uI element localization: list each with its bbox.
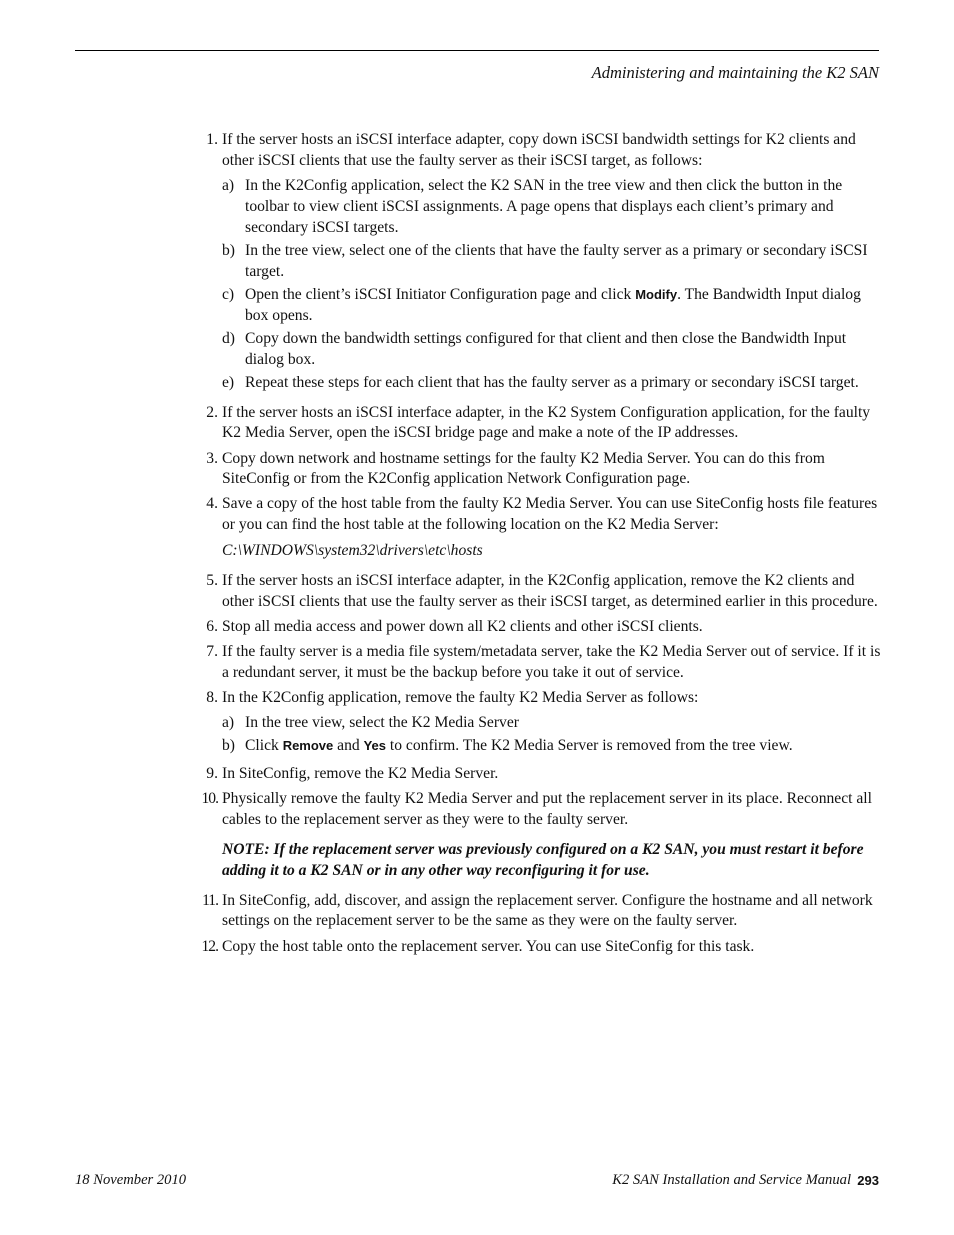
- substep-letter: a): [222, 714, 235, 732]
- step-number: 7.: [206, 643, 218, 661]
- substep-list: [222, 176, 882, 394]
- step-text: If the faulty server is a media file system/metadata server, take the K2 Media Server out of service. If it is a redundant server, it must be the backup before you take it out of service.: [222, 643, 881, 681]
- substep-text-after: to confirm. The K2 Media Server is removed from the tree view.: [386, 737, 793, 755]
- footer-date: 18 November 2010: [75, 1172, 187, 1188]
- step-text: If the server hosts an iSCSI interface adapter, copy down iSCSI bandwidth settings for K2 clients and other iSCSI clients that use the faulty server as their iSCSI target, as follows:: [222, 131, 856, 169]
- step-text: Save a copy of the host table from the faulty K2 Media Server. You can use SiteConfig hosts file features or you can find the host table at the following location on the K2 Media Server:: [222, 495, 878, 534]
- running-header: Administering and maintaining the K2 SAN: [591, 63, 879, 82]
- substep-text: Repeat these steps for each client that has the faulty server as a primary or secondary iSCSI target.: [245, 373, 859, 391]
- substep-text-after: . The Bandwidth Input dialog box opens.: [245, 285, 861, 324]
- step-number: 11.: [202, 891, 218, 909]
- step-number: 10.: [201, 790, 218, 808]
- step-number: 9.: [206, 765, 218, 783]
- step-7: [196, 642, 882, 684]
- step-10: [196, 789, 882, 881]
- ui-label-modify: Modify: [635, 286, 678, 302]
- step-6: [196, 617, 882, 638]
- step-8: [196, 688, 882, 757]
- step-2: [196, 403, 882, 445]
- substep-8b: [222, 736, 882, 757]
- step-12: [196, 937, 882, 958]
- substep-list: [222, 713, 882, 757]
- step-number: 2.: [206, 403, 218, 421]
- step-number: 6.: [206, 617, 218, 635]
- substep-letter: b): [222, 241, 235, 259]
- step-number: 3.: [206, 449, 218, 467]
- step-text: If the server hosts an iSCSI interface adapter, in the K2 System Configuration application, for the faulty K2 Media Server, open the iSCSI bridge page and make a note of the IP addresses.: [222, 403, 871, 442]
- substep-letter: c): [222, 285, 235, 303]
- step-number: 5.: [206, 571, 218, 589]
- substep-letter: b): [222, 737, 235, 755]
- step-text: Stop all media access and power down all K2 clients and other iSCSI clients.: [222, 617, 703, 635]
- step-text: Copy down network and hostname settings for the faulty K2 Media Server. You can do this from SiteConfig or from the K2Config application Network Configuration page.: [222, 449, 825, 488]
- substep-1d: [222, 329, 882, 371]
- step-1: [196, 130, 882, 394]
- substep-1a: [222, 176, 882, 238]
- substep-text-mid: and: [333, 737, 364, 755]
- substep-8a: [222, 713, 882, 734]
- substep-letter: d): [222, 329, 235, 347]
- substep-text-before: Click: [245, 737, 283, 755]
- substep-1e: [222, 373, 882, 394]
- step-number: 8.: [206, 689, 218, 707]
- ui-label-remove: Remove: [282, 738, 334, 754]
- step-9: [196, 764, 882, 785]
- step-number: 1.: [206, 131, 218, 148]
- step-4: [196, 494, 882, 561]
- ui-label-yes: Yes: [363, 738, 386, 754]
- step-text: If the server hosts an iSCSI interface adapter, in the K2Config application, remove the K2 clients and other iSCSI clients that use the faulty server as their iSCSI target, as determined earlier in this procedure.: [222, 571, 878, 610]
- substep-text: In the tree view, select the K2 Media Server: [245, 714, 519, 732]
- step-text: Copy the host table onto the replacement server. You can use SiteConfig for this task.: [222, 937, 755, 955]
- step-number: 12.: [201, 937, 218, 955]
- substep-letter: a): [222, 176, 235, 194]
- step-11: [196, 891, 882, 933]
- step-text: Physically remove the faulty K2 Media Server and put the replacement server in its place. Reconnect all cables to the replacement server as they were to the faulty server.: [222, 790, 872, 829]
- substep-text-before: Open the client’s iSCSI Initiator Configuration page and click: [245, 285, 636, 303]
- hosts-file-path: C:\WINDOWS\system32\drivers\etc\hosts: [222, 542, 483, 560]
- substep-1b: [222, 241, 882, 283]
- step-3: [196, 449, 882, 491]
- substep-text: In the K2Config application, select the K2 SAN in the tree view and then click the button in the toolbar to view client iSCSI assignments. A page opens that displays each client’s primary and secondary iSCSI targets.: [245, 176, 843, 236]
- step-number: 4.: [206, 495, 218, 513]
- step-text: In SiteConfig, add, discover, and assign the replacement server. Configure the hostname and all network settings on the replacement server to be the same as they were on the faulty server.: [222, 891, 873, 930]
- header-rule: [75, 50, 879, 51]
- procedure-list: [196, 130, 882, 962]
- substep-text: In the tree view, select one of the clients that have the faulty server as a primary or secondary iSCSI target.: [245, 241, 868, 280]
- footer-manual-title: K2 SAN Installation and Service Manual: [612, 1172, 851, 1188]
- step-5: [196, 571, 882, 613]
- note-restart: NOTE: If the replacement server was previously configured on a K2 SAN, you must restart it before adding it to a K2 SAN or in any other way reconfiguring it for use.: [222, 840, 864, 879]
- substep-1c: [222, 285, 882, 327]
- step-text: In SiteConfig, remove the K2 Media Server.: [222, 765, 499, 783]
- substep-letter: e): [222, 373, 235, 391]
- page-number: 293: [857, 1173, 879, 1188]
- substep-text: Copy down the bandwidth settings configured for that client and then close the Bandwidth Input dialog box.: [245, 329, 847, 368]
- step-text: In the K2Config application, remove the faulty K2 Media Server as follows:: [222, 689, 699, 707]
